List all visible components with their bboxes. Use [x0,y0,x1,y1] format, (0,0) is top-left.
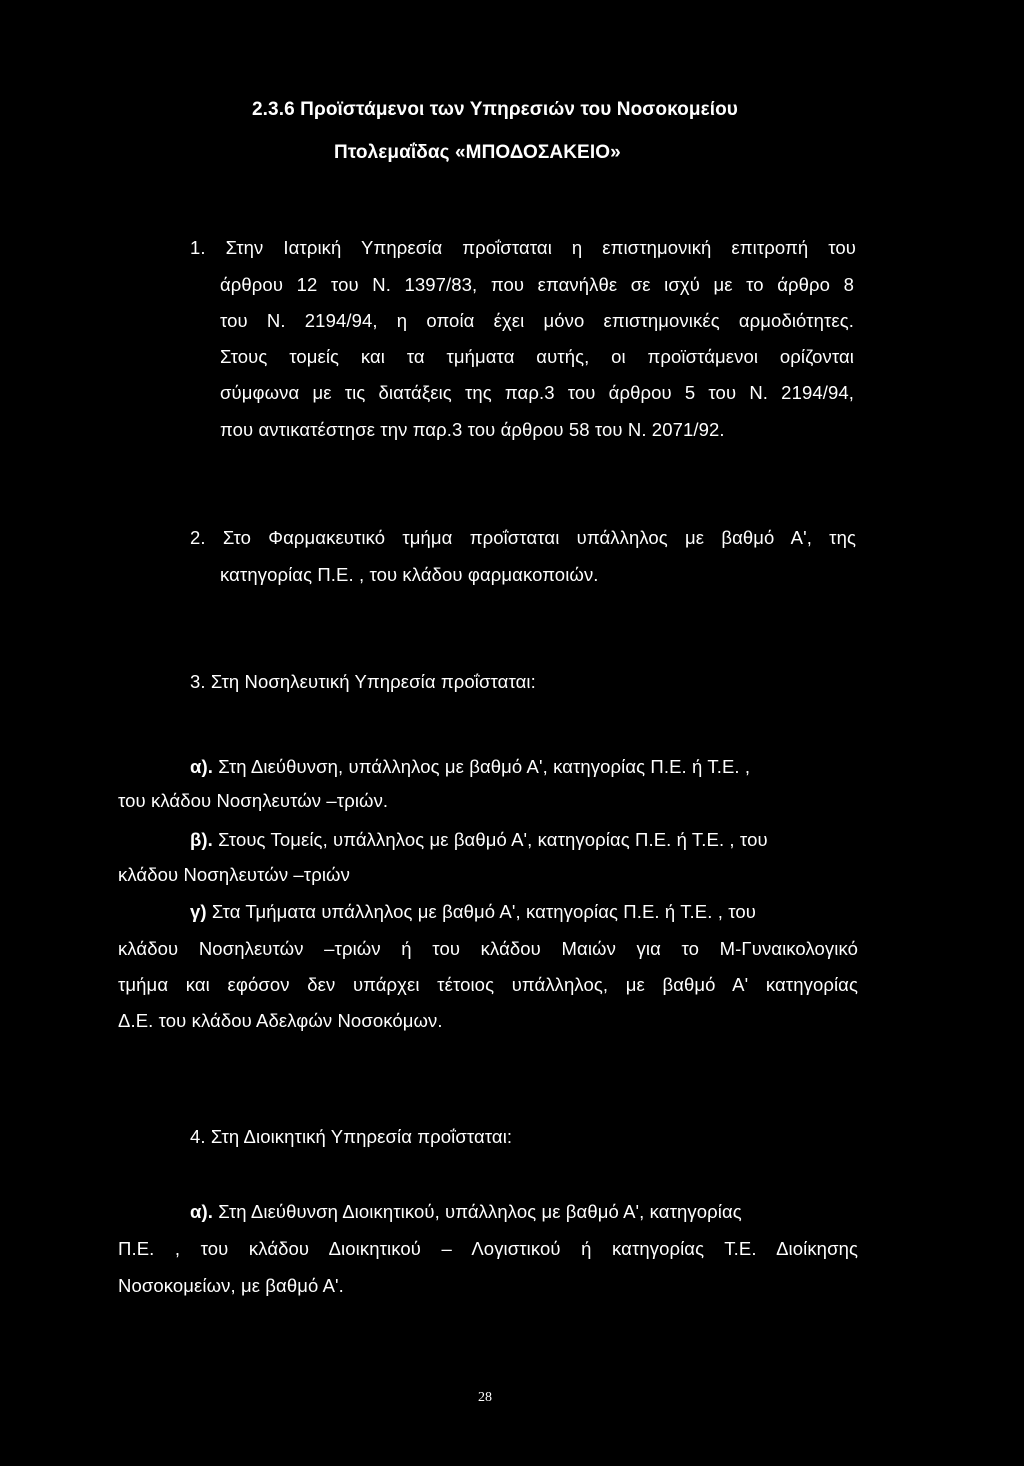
item-3c-line-4: Δ.Ε. του κλάδου Αδελφών Νοσοκόμων. [118,1010,443,1031]
paragraph-2-line-2: κατηγορίας Π.Ε. , του κλάδου φαρμακοποιών. [220,564,599,585]
item-3b-label: β). [190,829,213,850]
paragraph-1-line-3: του Ν. 2194/94, η οποία έχει μόνο επιστημονικές αρμοδιότητες. [220,310,854,331]
item-3a-text: Στη Διεύθυνση, υπάλληλος με βαθμό Α', κατηγορίας Π.Ε. ή Τ.Ε. , [218,756,751,777]
section-title-line-2: Πτολεμαΐδας «ΜΠΟΔΟΣΑΚΕΙΟ» [334,142,621,163]
item-3a-line-2: του κλάδου Νοσηλευτών –τριών. [118,790,389,811]
item-4a-text: Στη Διεύθυνση Διοικητικού, υπάλληλος με βαθμό Α', κατηγορίας [218,1201,742,1222]
item-3b-line-1 [190,828,768,852]
item-4a-line-1 [190,1200,742,1224]
paragraph-4-heading: 4. Στη Διοικητική Υπηρεσία προΐσταται: [190,1126,513,1147]
item-3b-text: Στους Τομείς, υπάλληλος με βαθμό Α', κατηγορίας Π.Ε. ή Τ.Ε. , του [218,829,768,850]
item-4a-line-3: Νοσοκομείων, με βαθμό Α'. [118,1275,344,1296]
item-3c-label: γ) [190,901,207,922]
paragraph-1-line-4: Στους τομείς και τα τμήματα αυτής, οι προϊστάμενοι ορίζονται [220,346,854,367]
section-title-line-1: 2.3.6 Προϊστάμενοι των Υπηρεσιών του Νοσοκομείου [252,99,738,120]
item-4a-line-2: Π.Ε. , του κλάδου Διοικητικού – Λογιστικού ή κατηγορίας Τ.Ε. Διοίκησης [118,1238,858,1259]
item-3b-line-2: κλάδου Νοσηλευτών –τριών [118,864,350,885]
item-3a-label: α). [190,756,213,777]
paragraph-1-line-6: που αντικατέστησε την παρ.3 του άρθρου 58 του Ν. 2071/92. [220,419,725,440]
item-4a-label: α). [190,1201,213,1222]
paragraph-1-line-1: 1. Στην Ιατρική Υπηρεσία προΐσταται η επιστημονική επιτροπή του [190,237,856,258]
paragraph-1-line-2: άρθρου 12 του Ν. 1397/83, που επανήλθε σε ισχύ με το άρθρο 8 [220,274,854,295]
paragraph-2-line-1: 2. Στο Φαρμακευτικό τμήμα προΐσταται υπάλληλος με βαθμό Α', της [190,527,856,548]
page-number: 28 [478,1390,492,1405]
item-3c-line-3: τμήμα και εφόσον δεν υπάρχει τέτοιος υπάλληλος, με βαθμό Α' κατηγορίας [118,974,858,995]
item-3a-line-1 [190,755,750,779]
paragraph-1-line-5: σύμφωνα με τις διατάξεις της παρ.3 του άρθρου 5 του Ν. 2194/94, [220,382,854,403]
item-3c-line-2: κλάδου Νοσηλευτών –τριών ή του κλάδου Μαιών για το Μ-Γυναικολογικό [118,938,858,959]
item-3c-text: Στα Τμήματα υπάλληλος με βαθμό Α', κατηγορίας Π.Ε. ή Τ.Ε. , του [211,901,756,922]
paragraph-3-heading: 3. Στη Νοσηλευτική Υπηρεσία προΐσταται: [190,671,536,692]
item-3c-line-1 [190,900,756,924]
